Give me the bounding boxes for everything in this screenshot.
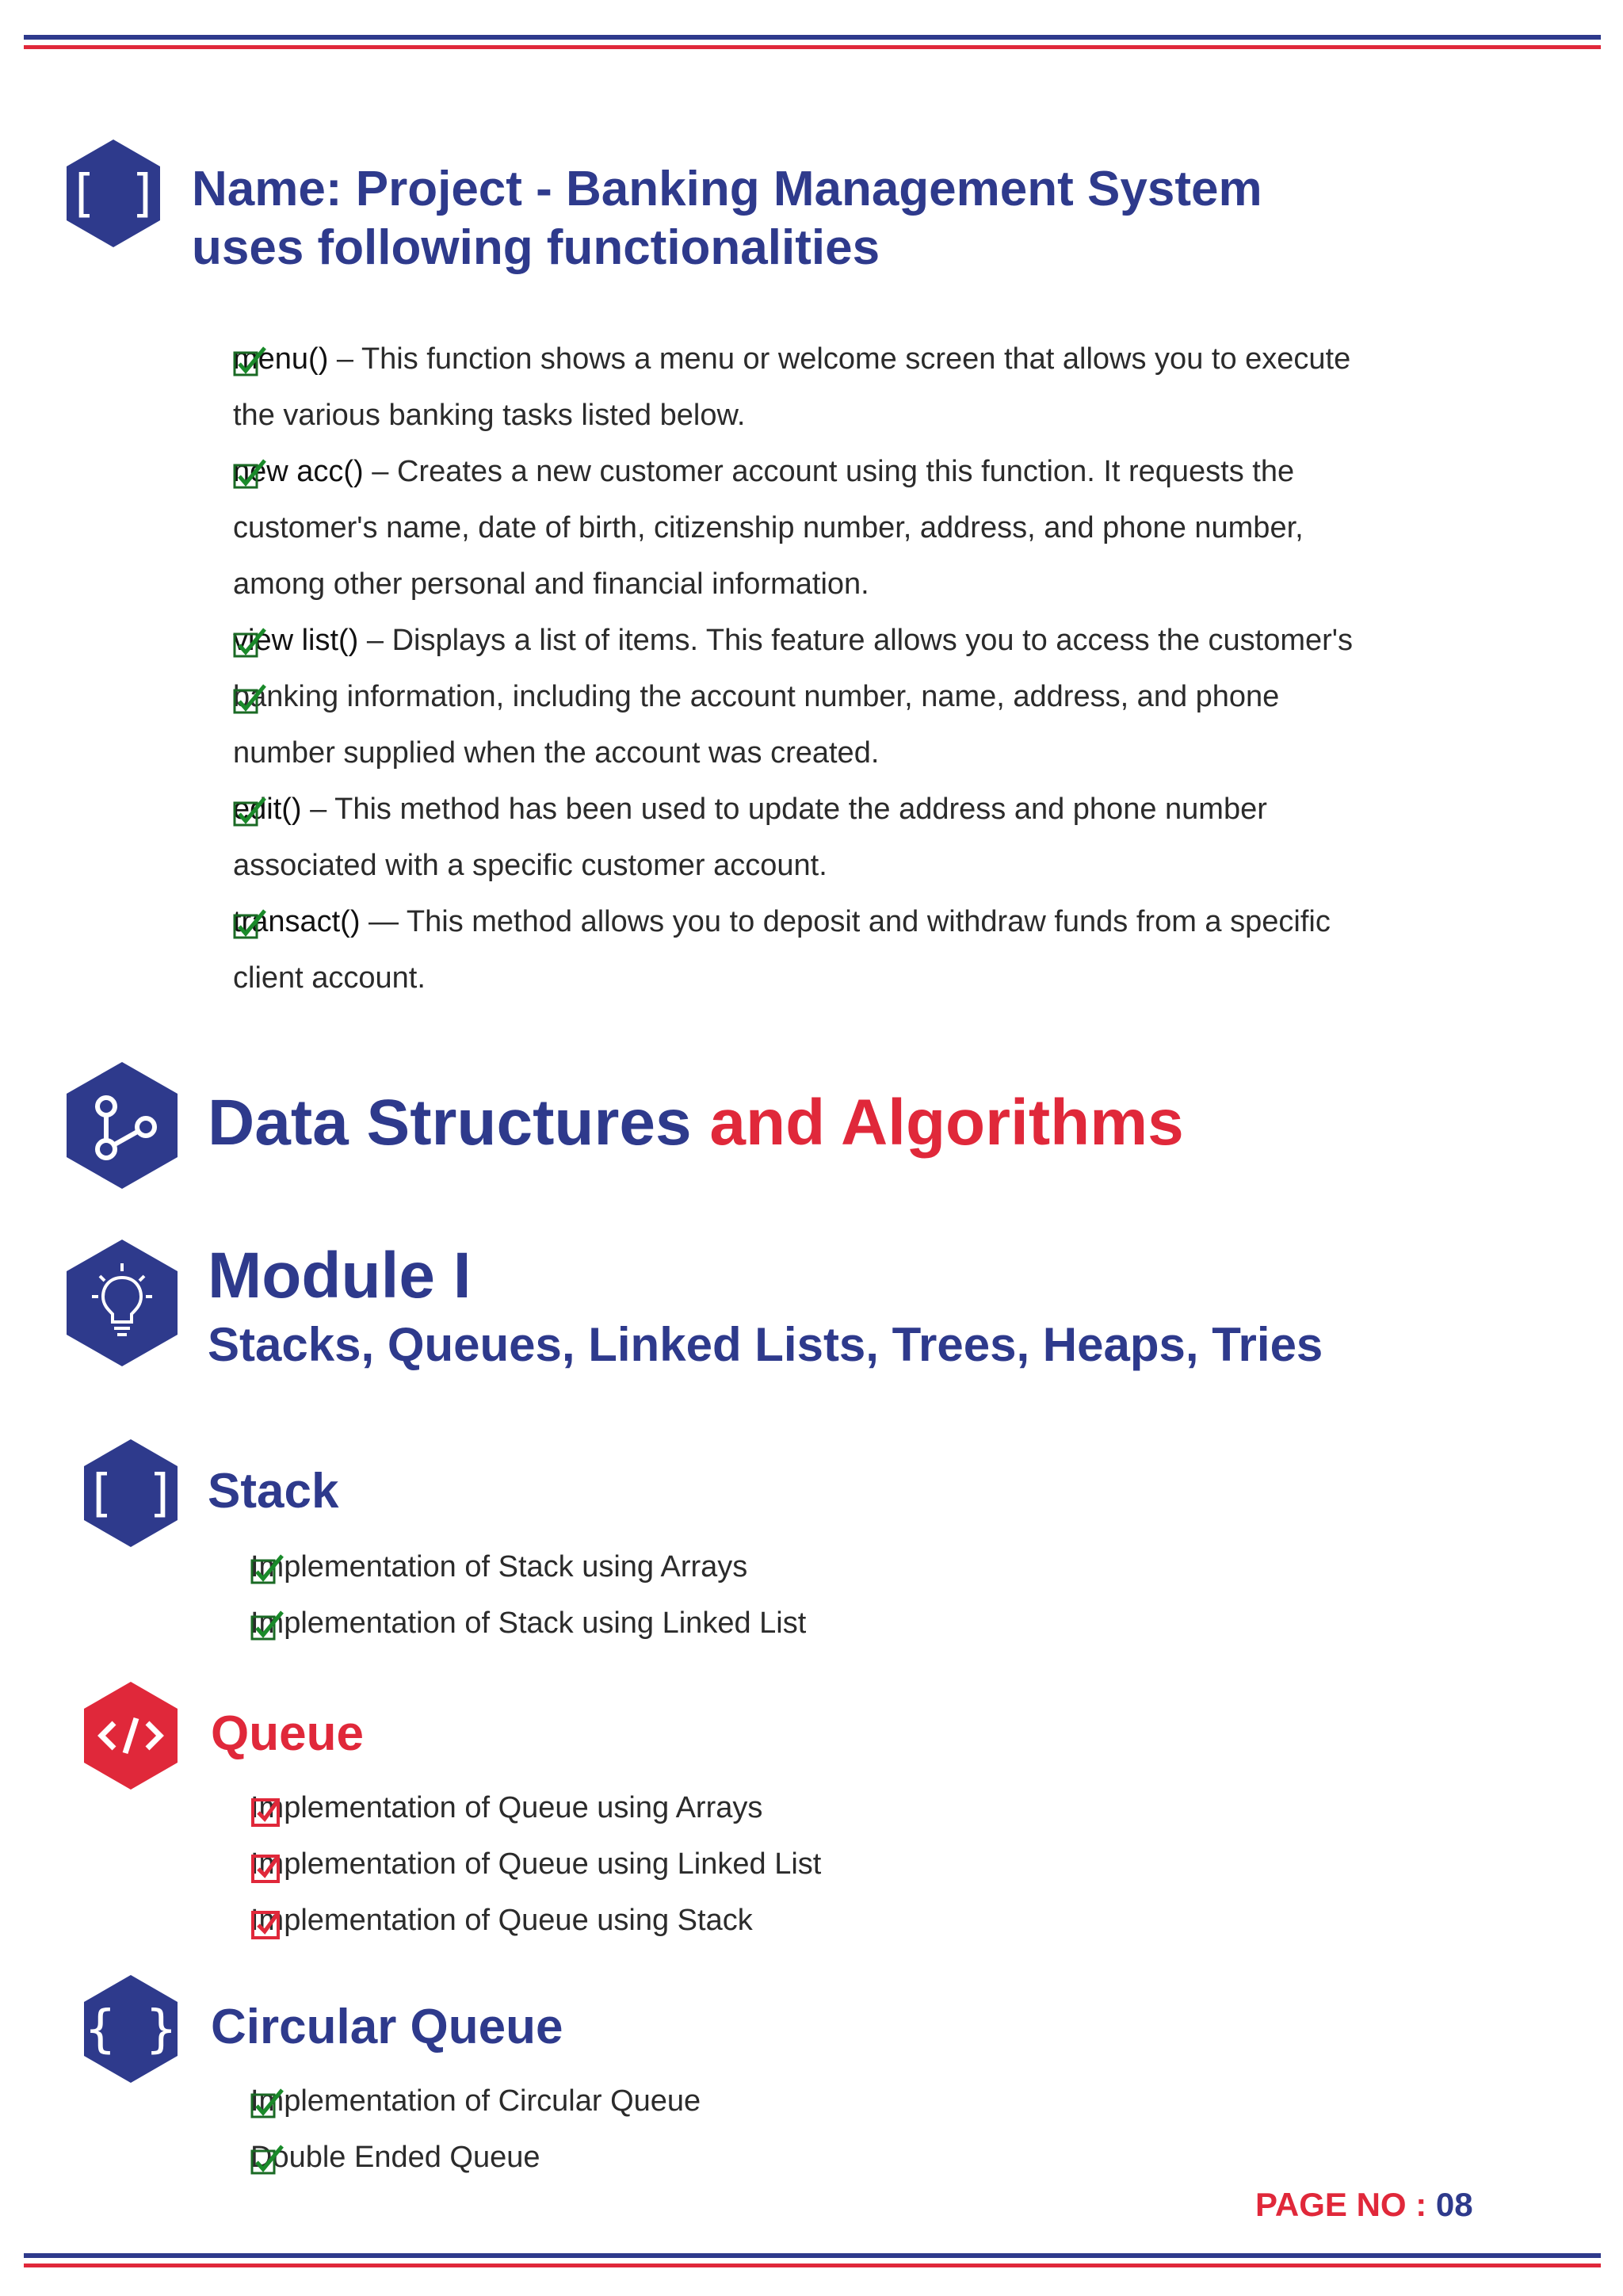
page-number-label: PAGE NO : [1255, 2186, 1436, 2223]
lightbulb-icon [67, 1240, 178, 1366]
stack-list [198, 1539, 1466, 1652]
functions-list [181, 331, 1575, 1007]
circular-queue-title: Circular Queue [211, 2000, 563, 2054]
svg-text:[ ]: [ ] [85, 1465, 177, 1523]
circular-queue-list [198, 2073, 1466, 2186]
checkbox-icon [250, 1606, 285, 1663]
checkbox-icon [233, 342, 268, 399]
list-item: Implementation of Queue using Stack [198, 1893, 1466, 1949]
checkbox-icon [233, 455, 268, 511]
list-item: edit() – This method has been used to update the address and phone number associated with a specific customer account. [233, 793, 1267, 882]
checkbox-icon [233, 680, 268, 736]
list-item: menu() – This function shows a menu or welcome screen that allows you to execute the various banking tasks listed below. [233, 342, 1351, 432]
code-icon [84, 1682, 178, 1790]
list-item: Double Ended Queue [198, 2130, 1466, 2186]
svg-text:[ ]: [ ] [67, 165, 159, 223]
brackets-icon [67, 139, 160, 247]
page-number [1255, 2184, 1473, 2225]
list-item: transact() — This method allows you to deposit and withdraw funds from a specific client account. [233, 905, 1331, 995]
svg-text:{ }: { } [85, 2000, 177, 2059]
stack-title: Stack [208, 1464, 339, 1519]
list-item: Implementation of Queue using Linked List [198, 1836, 1466, 1893]
list-item: Implementation of Queue using Arrays [198, 1780, 1466, 1836]
queue-list [198, 1780, 1466, 1949]
top-divider [24, 35, 1601, 49]
checkbox-icon [233, 793, 268, 849]
list-item: Implementation of Circular Queue [198, 2073, 1466, 2130]
project-title: Name: Project - Banking Management System uses following functionalities [192, 162, 1262, 275]
braces-icon [84, 1975, 178, 2083]
checkbox-icon [233, 905, 268, 961]
list-item: Implementation of Stack using Arrays [198, 1539, 1466, 1595]
module-subtitle: Stacks, Queues, Linked Lists, Trees, Heaps, Tries [208, 1318, 1323, 1371]
dsa-title: Data Structures and Algorithms [208, 1087, 1184, 1159]
bottom-divider [24, 2253, 1601, 2267]
queue-title: Queue [211, 1706, 364, 1761]
list-item: view list() – Displays a list of items. This feature allows you to access the customer's [181, 613, 1575, 669]
list-item: new acc() – Creates a new customer account using this function. It requests the customer's name, date of birth, citizenship number, address, and phone number, among other personal and financial information. [233, 455, 1304, 601]
brackets-icon [84, 1439, 178, 1547]
page-number-value: 08 [1435, 2186, 1473, 2223]
checkbox-icon [250, 2141, 285, 2197]
list-item: banking information, including the account number, name, address, and phone number supplied when the account was created. [233, 680, 1280, 770]
module-title: Module I [208, 1240, 472, 1312]
graph-nodes-icon [67, 1062, 178, 1189]
list-item: Implementation of Stack using Linked List [198, 1595, 1466, 1652]
checkbox-icon [250, 1904, 285, 1960]
